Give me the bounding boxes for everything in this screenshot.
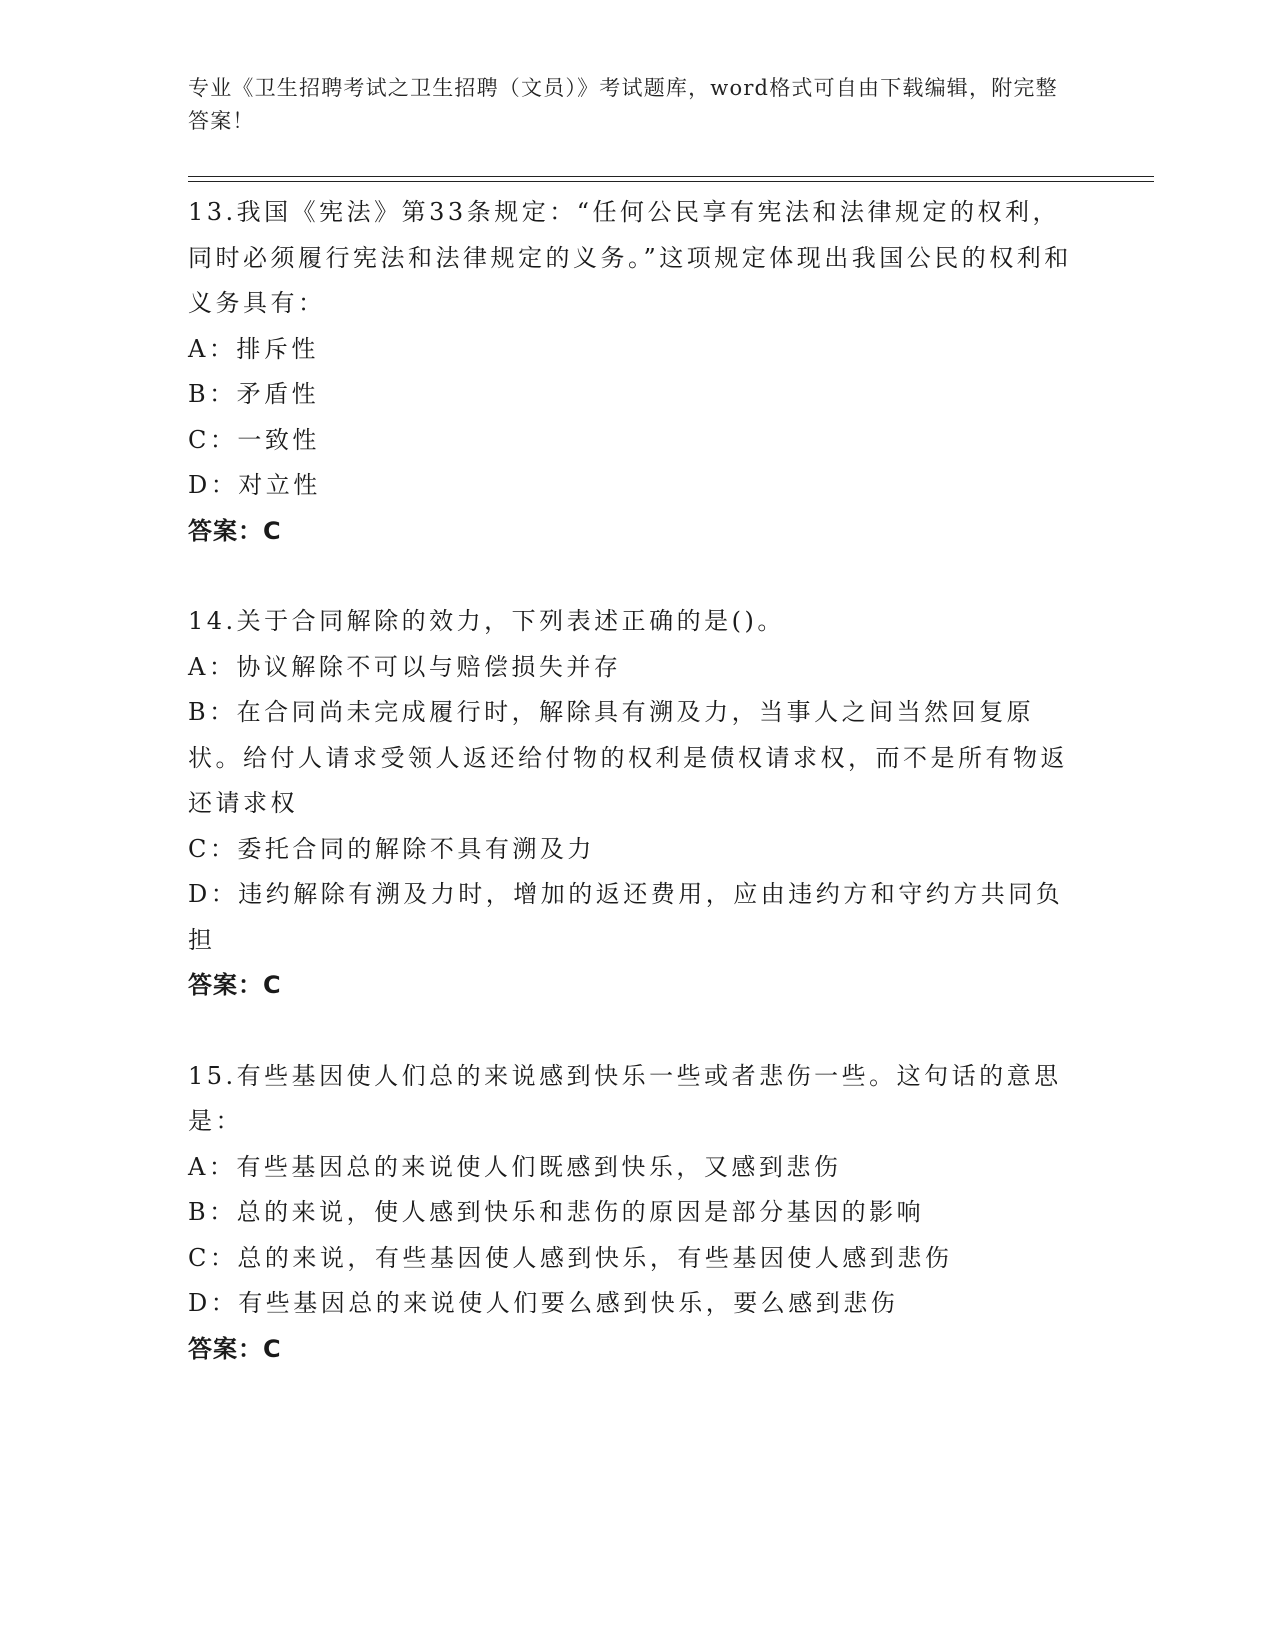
option-c: C：一致性 xyxy=(188,425,320,454)
question-14 xyxy=(188,599,1078,1009)
option-c: C：委托合同的解除不具有溯及力 xyxy=(188,834,595,863)
answer-label: 答案：C xyxy=(188,516,282,545)
option-a: A：有些基因总的来说使人们既感到快乐，又感到悲伤 xyxy=(188,1152,842,1181)
option-b: B：矛盾性 xyxy=(188,380,320,408)
answer-label: 答案：C xyxy=(188,1334,282,1363)
option-a: A：排斥性 xyxy=(188,334,319,363)
option-d: D：对立性 xyxy=(188,471,321,499)
option-a: A：协议解除不可以与赔偿损失并存 xyxy=(188,652,622,681)
option-b: B：总的来说，使人感到快乐和悲伤的原因是部分基因的影响 xyxy=(188,1198,925,1226)
question-list xyxy=(188,190,1078,1417)
question-15 xyxy=(188,1054,1078,1373)
question-stem: 15.有些基因使人们总的来说感到快乐一些或者悲伤一些。这句话的意思是： xyxy=(188,1061,1062,1135)
option-d: D：有些基因总的来说使人们要么感到快乐，要么感到悲伤 xyxy=(188,1289,899,1317)
question-stem: 14.关于合同解除的效力，下列表述正确的是()。 xyxy=(188,607,785,635)
option-b: B：在合同尚未完成履行时，解除具有溯及力，当事人之间当然回复原状。给付人请求受领人返还给付物的权利是债权请求权，而不是所有物返还请求权 xyxy=(188,698,1068,817)
document-header: 专业《卫生招聘考试之卫生招聘（文员）》考试题库，word格式可自由下载编辑，附完整答案！ xyxy=(188,76,1058,133)
header-divider-bottom xyxy=(188,181,1154,182)
answer-label: 答案：C xyxy=(188,971,282,999)
option-d: D：违约解除有溯及力时，增加的返还费用，应由违约方和守约方共同负担 xyxy=(188,880,1064,954)
option-c: C：总的来说，有些基因使人感到快乐，有些基因使人感到悲伤 xyxy=(188,1243,953,1272)
question-13 xyxy=(188,190,1078,554)
header-divider-top xyxy=(188,176,1154,177)
question-stem: 13.我国《宪法》第33条规定：“任何公民享有宪法和法律规定的权利，同时必须履行宪法和法律规定的义务。”这项规定体现出我国公民的权利和义务具有： xyxy=(188,198,1072,317)
